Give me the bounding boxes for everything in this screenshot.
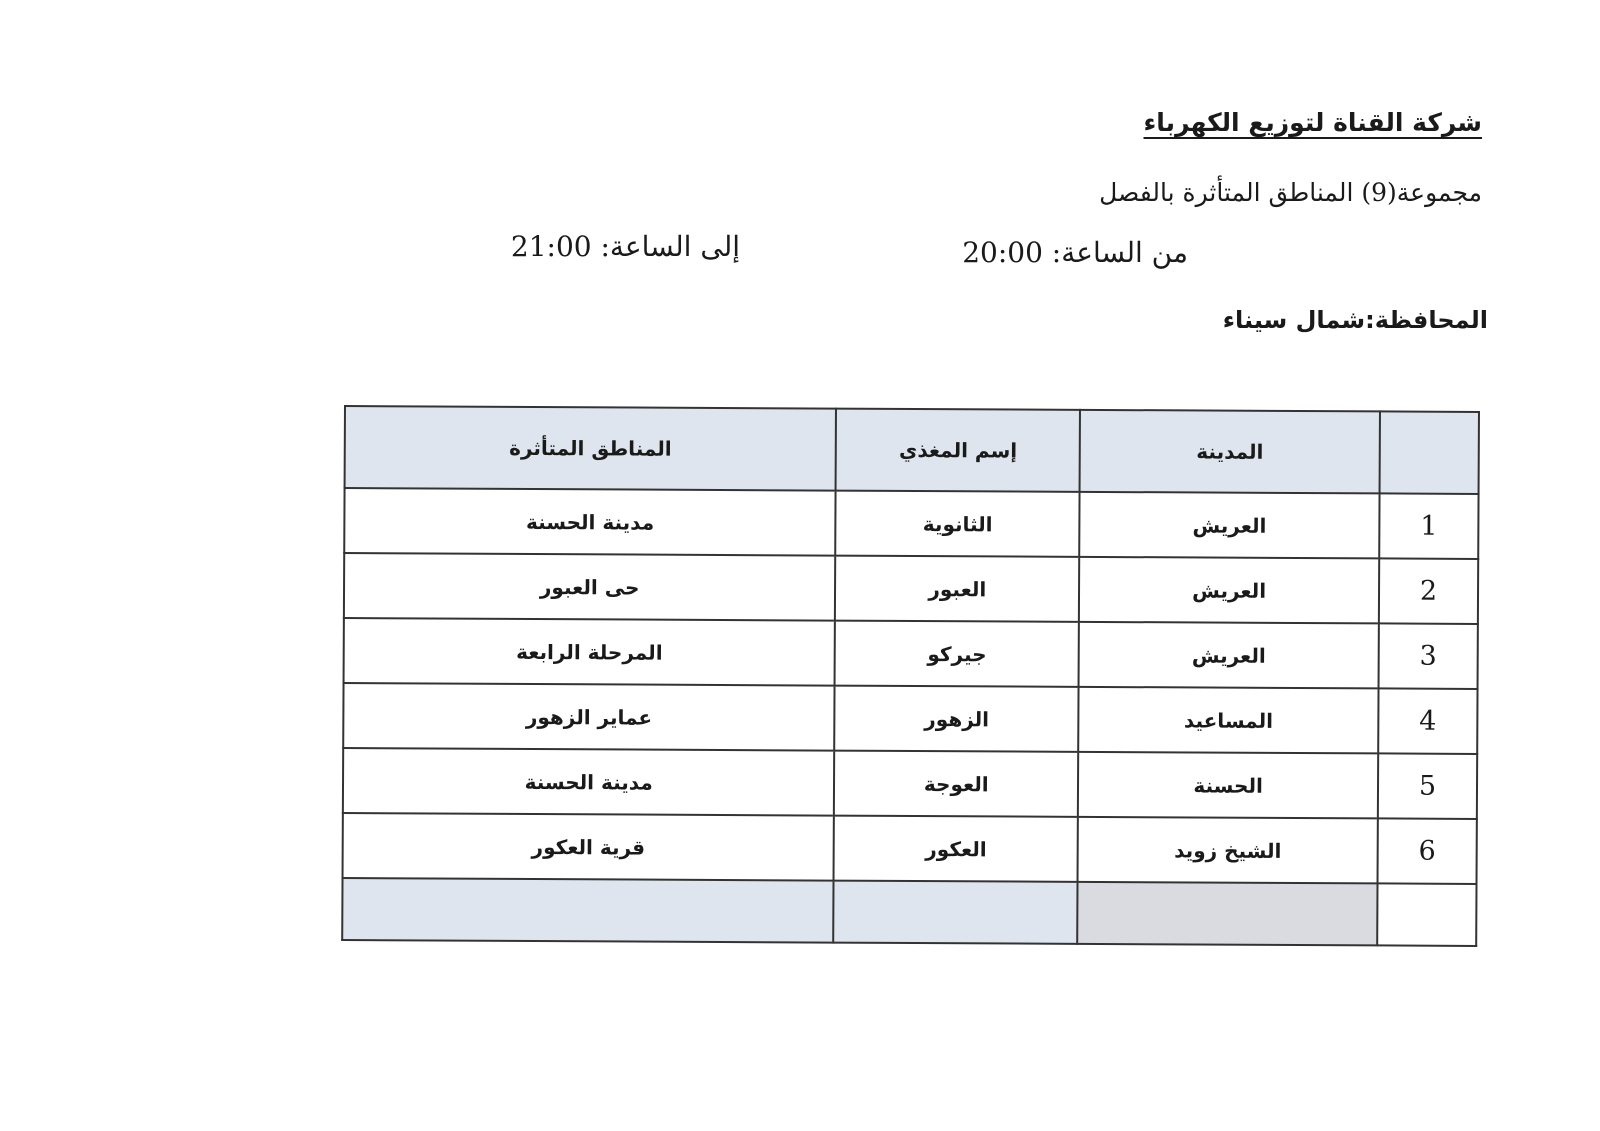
time-to: إلى الساعة: 21:00 — [510, 230, 740, 263]
row-areas: المرحلة الرابعة — [344, 618, 836, 686]
header-num — [1379, 411, 1479, 494]
row-areas: مدينة الحسنة — [343, 748, 835, 816]
row-feeder: الزهور — [835, 686, 1079, 752]
blank-cell-feeder — [834, 881, 1078, 944]
row-areas: قرية العكور — [343, 813, 835, 881]
row-areas: مدينة الحسنة — [344, 488, 836, 556]
outage-table — [341, 405, 1480, 947]
blank-cell-city — [1078, 882, 1378, 946]
row-num: 5 — [1378, 753, 1477, 819]
header-city: المدينة — [1080, 410, 1380, 494]
blank-cell-areas — [342, 878, 834, 943]
group-line: مجموعة(9) المناطق المتأثرة بالفصل — [1099, 178, 1482, 207]
table-row — [343, 683, 1477, 754]
row-num: 1 — [1379, 493, 1478, 559]
row-feeder: العوجة — [834, 751, 1078, 817]
table-row — [344, 488, 1478, 559]
table-blank-row — [342, 878, 1476, 946]
row-num: 2 — [1379, 558, 1478, 624]
row-num: 4 — [1378, 688, 1477, 754]
header-feeder: إسم المغذي — [836, 409, 1080, 492]
row-city: العريش — [1080, 492, 1380, 559]
row-areas: حى العبور — [344, 553, 836, 621]
table-row — [343, 748, 1477, 819]
governorate-label: المحافظة:شمال سيناء — [1222, 306, 1488, 334]
table-row — [343, 813, 1477, 884]
row-areas: عماير الزهور — [343, 683, 835, 751]
row-city: العريش — [1079, 557, 1379, 624]
table-header-row — [345, 406, 1479, 494]
row-city: المساعيد — [1079, 687, 1379, 754]
blank-cell-num — [1377, 883, 1476, 946]
table-row — [344, 553, 1478, 624]
table-row — [344, 618, 1478, 689]
row-num: 6 — [1377, 818, 1476, 884]
row-num: 3 — [1378, 623, 1477, 689]
row-city: العريش — [1079, 622, 1379, 689]
company-title: شركة القناة لتوزيع الكهرباء — [1143, 108, 1482, 137]
row-feeder: العبور — [835, 556, 1079, 622]
row-feeder: الثانوية — [836, 491, 1080, 557]
row-city: الشيخ زويد — [1078, 817, 1378, 884]
header-areas: المناطق المتأثرة — [345, 406, 837, 491]
row-feeder: العكور — [834, 816, 1078, 882]
outage-table-wrapper — [341, 405, 1480, 947]
row-city: الحسنة — [1078, 752, 1378, 819]
time-from: من الساعة: 20:00 — [962, 236, 1188, 269]
row-feeder: جيركو — [835, 621, 1079, 687]
